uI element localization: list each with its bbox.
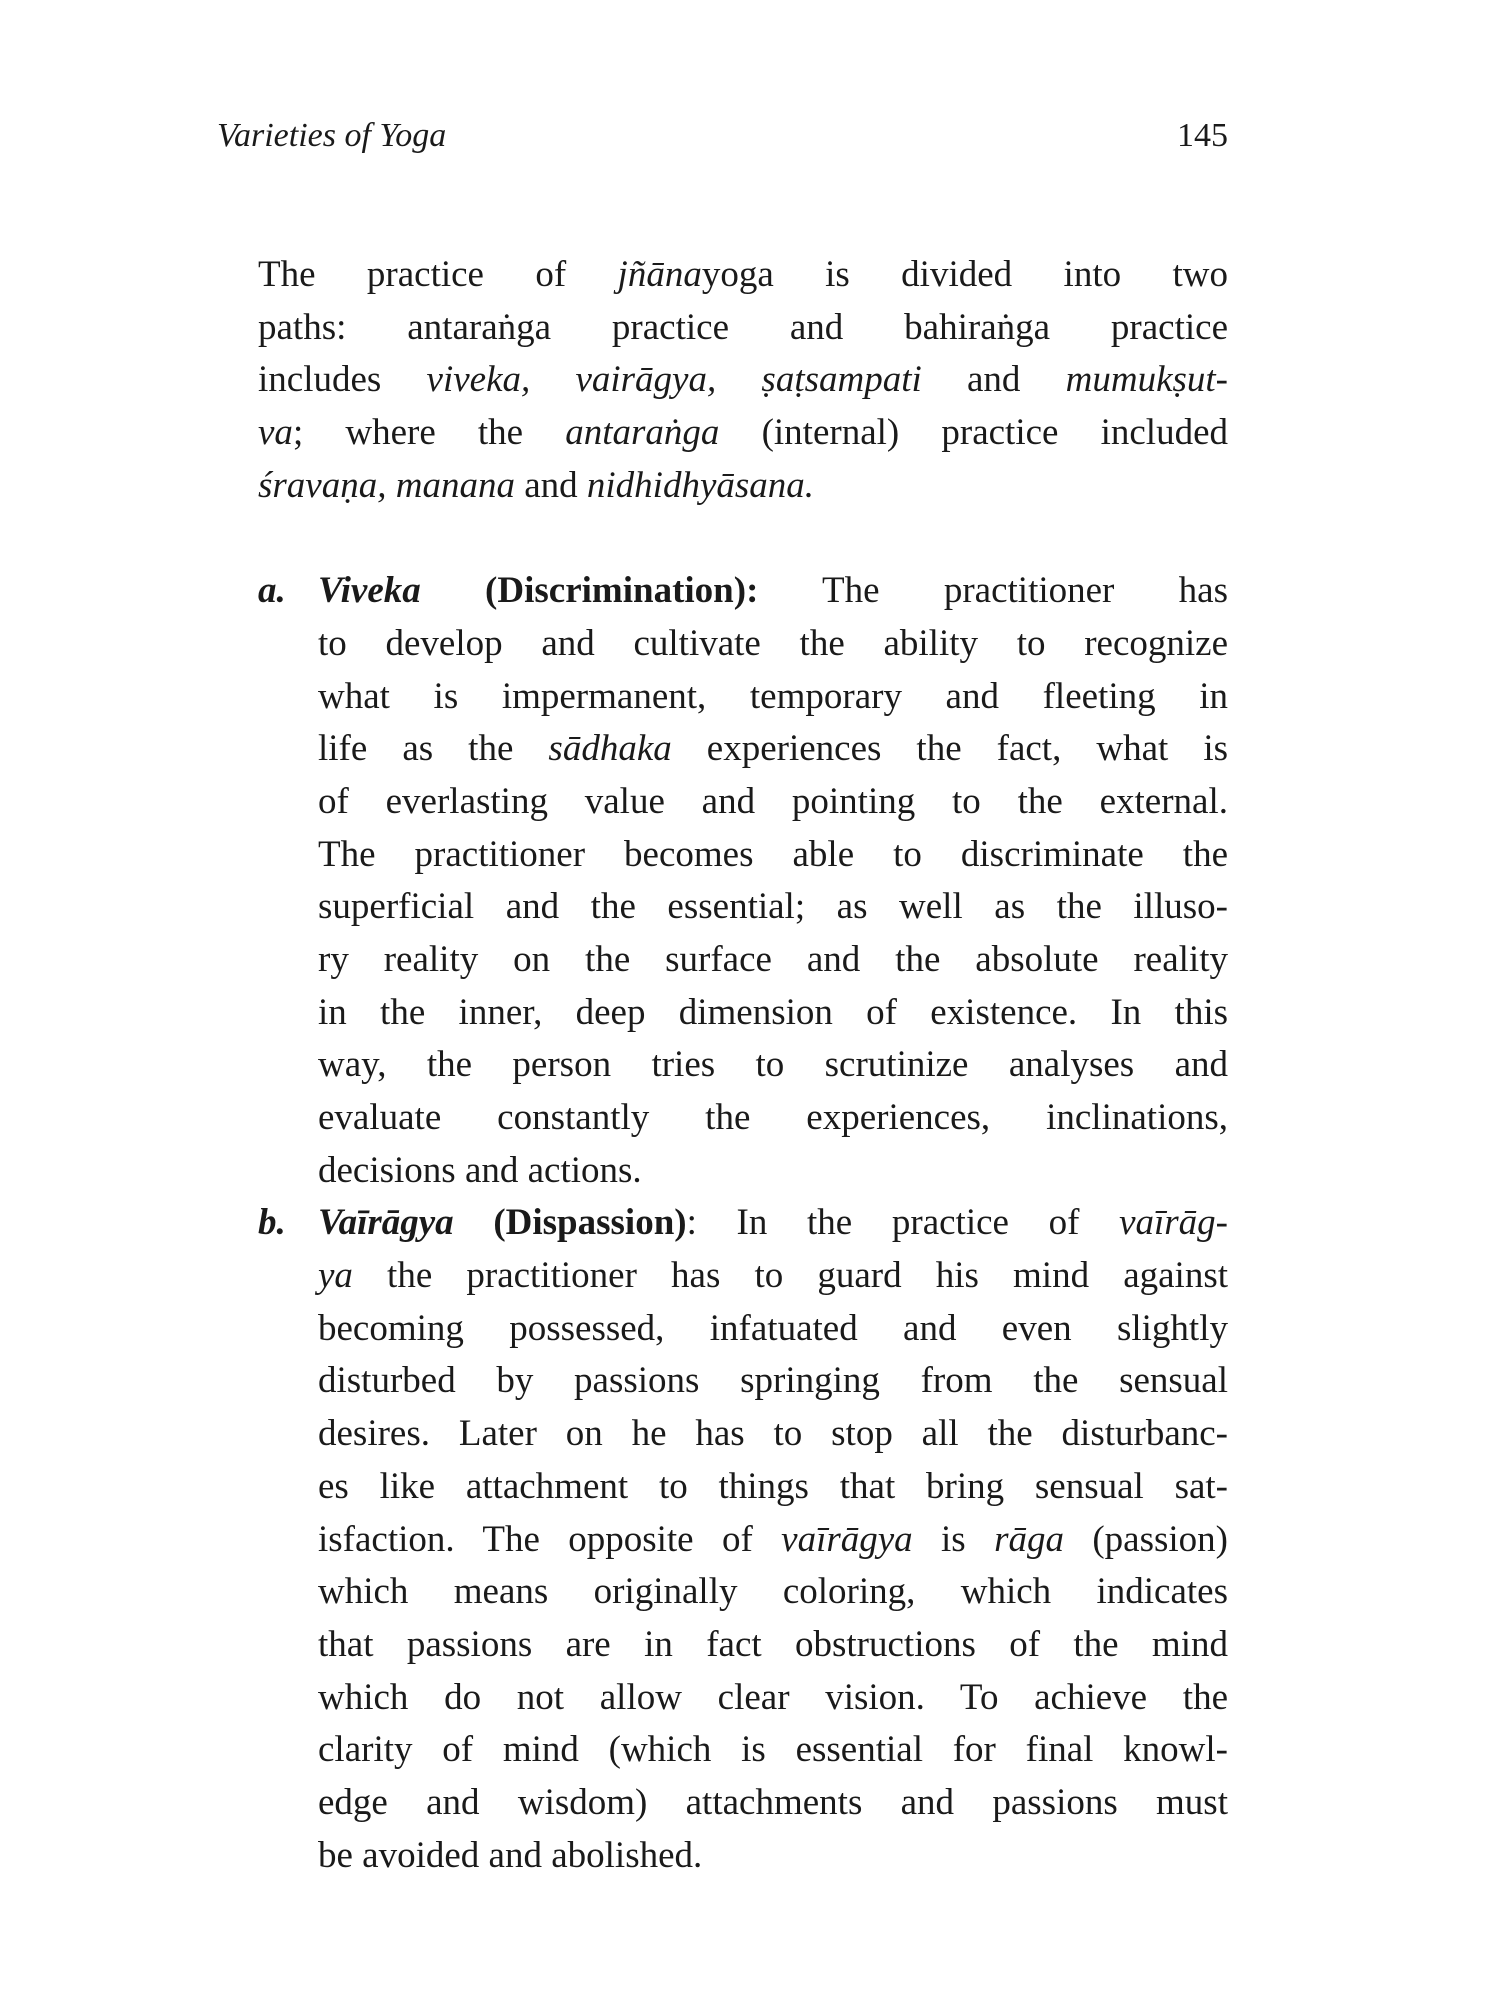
text-line: [258, 407, 1228, 460]
text-run: (passion): [1063, 1518, 1228, 1560]
emphasized-text: ya: [318, 1255, 353, 1297]
text-run: evaluate constantly the experiences, inclinations,: [318, 1097, 1228, 1138]
emphasized-text: vaīrāg-: [1119, 1202, 1228, 1244]
text-run: yoga is divided into two: [701, 254, 1228, 295]
text-run: life as the: [318, 728, 549, 770]
emphasized-text: rāga: [994, 1518, 1064, 1560]
page-body: [258, 249, 1228, 1882]
text-run: which do not allow clear vision. To achieve the: [318, 1676, 1228, 1718]
text-line: [318, 1514, 1228, 1567]
text-line: [258, 460, 1228, 513]
text-line: [258, 249, 1228, 302]
emphasized-text: viveka, vairāgya, ṣaṭsampati: [426, 359, 922, 401]
text-run: includes: [258, 359, 427, 401]
text-line: [258, 302, 1228, 355]
text-run: experiences the fact, what is: [671, 728, 1228, 770]
text-line: [318, 1355, 1228, 1408]
text-line: [318, 934, 1228, 987]
text-run: is: [912, 1518, 995, 1560]
text-run: ry reality on the surface and the absolute reality: [318, 938, 1228, 980]
text-line: [318, 1830, 1228, 1883]
text-line: [318, 1197, 1228, 1250]
emphasized-text: śravaṇa, manana: [258, 464, 515, 506]
text-run: the practitioner has to guard his mind against: [352, 1255, 1228, 1297]
text-run: becoming possessed, infatuated and even slightly: [318, 1307, 1228, 1349]
text-line: [318, 1566, 1228, 1619]
text-line: [318, 1408, 1228, 1461]
text-line: [258, 354, 1228, 407]
text-run: to develop and cultivate the ability to recognize: [318, 622, 1228, 664]
text-line: [318, 1672, 1228, 1725]
text-run: es like attachment to things that bring sensual sat-: [318, 1465, 1228, 1507]
emphasized-text: sādhaka: [548, 728, 672, 770]
text-run: superficial and the essential; as well as the illuso-: [318, 886, 1228, 928]
text-run: and: [514, 464, 587, 506]
text-line: [318, 776, 1228, 829]
text-run: disturbed by passions springing from the sensual: [318, 1360, 1228, 1402]
list-item: [258, 1197, 1228, 1882]
list-item: [258, 565, 1228, 1197]
text-run: and: [921, 359, 1066, 401]
text-run: which means originally coloring, which indicates: [318, 1571, 1228, 1613]
emphasized-text: jñāna: [617, 254, 702, 295]
text-line: [318, 618, 1228, 671]
definition-list: [258, 565, 1228, 1882]
text-line: [318, 1092, 1228, 1145]
text-line: [318, 1039, 1228, 1092]
text-run: edge and wisdom) attachments and passions must: [318, 1781, 1228, 1823]
text-line: [318, 1461, 1228, 1514]
text-line: [318, 1145, 1228, 1198]
page-number: 145: [1177, 117, 1228, 154]
emphasized-text: Vaīrāgya: [318, 1202, 454, 1244]
text-run: decisions and actions.: [318, 1149, 642, 1191]
emphasized-text: nidhidhyāsana.: [586, 464, 815, 506]
emphasized-text: (Discrimination):: [420, 570, 759, 612]
list-marker: b.: [258, 1202, 286, 1244]
text-line: [318, 987, 1228, 1040]
text-run: paths: antaraṅga practice and bahiraṅga practice: [258, 306, 1228, 348]
text-run: The practitioner becomes able to discriminate the: [318, 833, 1228, 875]
text-run: (internal) practice included: [719, 412, 1228, 454]
text-line: [318, 671, 1228, 724]
text-line: [318, 881, 1228, 934]
text-run: desires. Later on he has to stop all the disturbanc-: [318, 1413, 1228, 1455]
text-run: The practice of: [258, 254, 618, 295]
text-line: [318, 829, 1228, 882]
emphasized-text: (Dispassion): [453, 1202, 687, 1244]
text-run: way, the person tries to scrutinize analyses and: [318, 1044, 1228, 1086]
emphasized-text: Viveka: [318, 570, 421, 612]
text-run: ; where the: [292, 412, 566, 454]
text-run: that passions are in fact obstructions of the mind: [318, 1623, 1228, 1665]
text-line: [318, 1619, 1228, 1672]
text-run: be avoided and abolished.: [318, 1834, 703, 1876]
text-run: isfaction. The opposite of: [318, 1518, 782, 1560]
text-run: what is impermanent, temporary and fleeting in: [318, 675, 1228, 717]
emphasized-text: mumukṣut-: [1065, 359, 1228, 401]
emphasized-text: antaraṅga: [565, 412, 720, 454]
text-line: [318, 565, 1228, 618]
emphasized-text: va: [258, 412, 293, 454]
text-line: [318, 1250, 1228, 1303]
text-run: of everlasting value and pointing to the external.: [318, 780, 1228, 822]
text-run: in the inner, deep dimension of existence. In this: [318, 991, 1228, 1033]
paragraph-gap: [258, 512, 1228, 565]
emphasized-text: vaīrāgya: [781, 1518, 913, 1560]
text-line: [318, 1724, 1228, 1777]
text-run: clarity of mind (which is essential for final knowl-: [318, 1729, 1228, 1771]
running-head: Varieties of Yoga: [217, 117, 447, 154]
text-line: [318, 1303, 1228, 1356]
text-run: : In the practice of: [686, 1202, 1120, 1244]
text-line: [318, 1777, 1228, 1830]
intro-paragraph: [258, 249, 1228, 512]
text-line: [318, 723, 1228, 776]
text-run: The practitioner has: [758, 570, 1228, 612]
list-marker: a.: [258, 570, 286, 612]
